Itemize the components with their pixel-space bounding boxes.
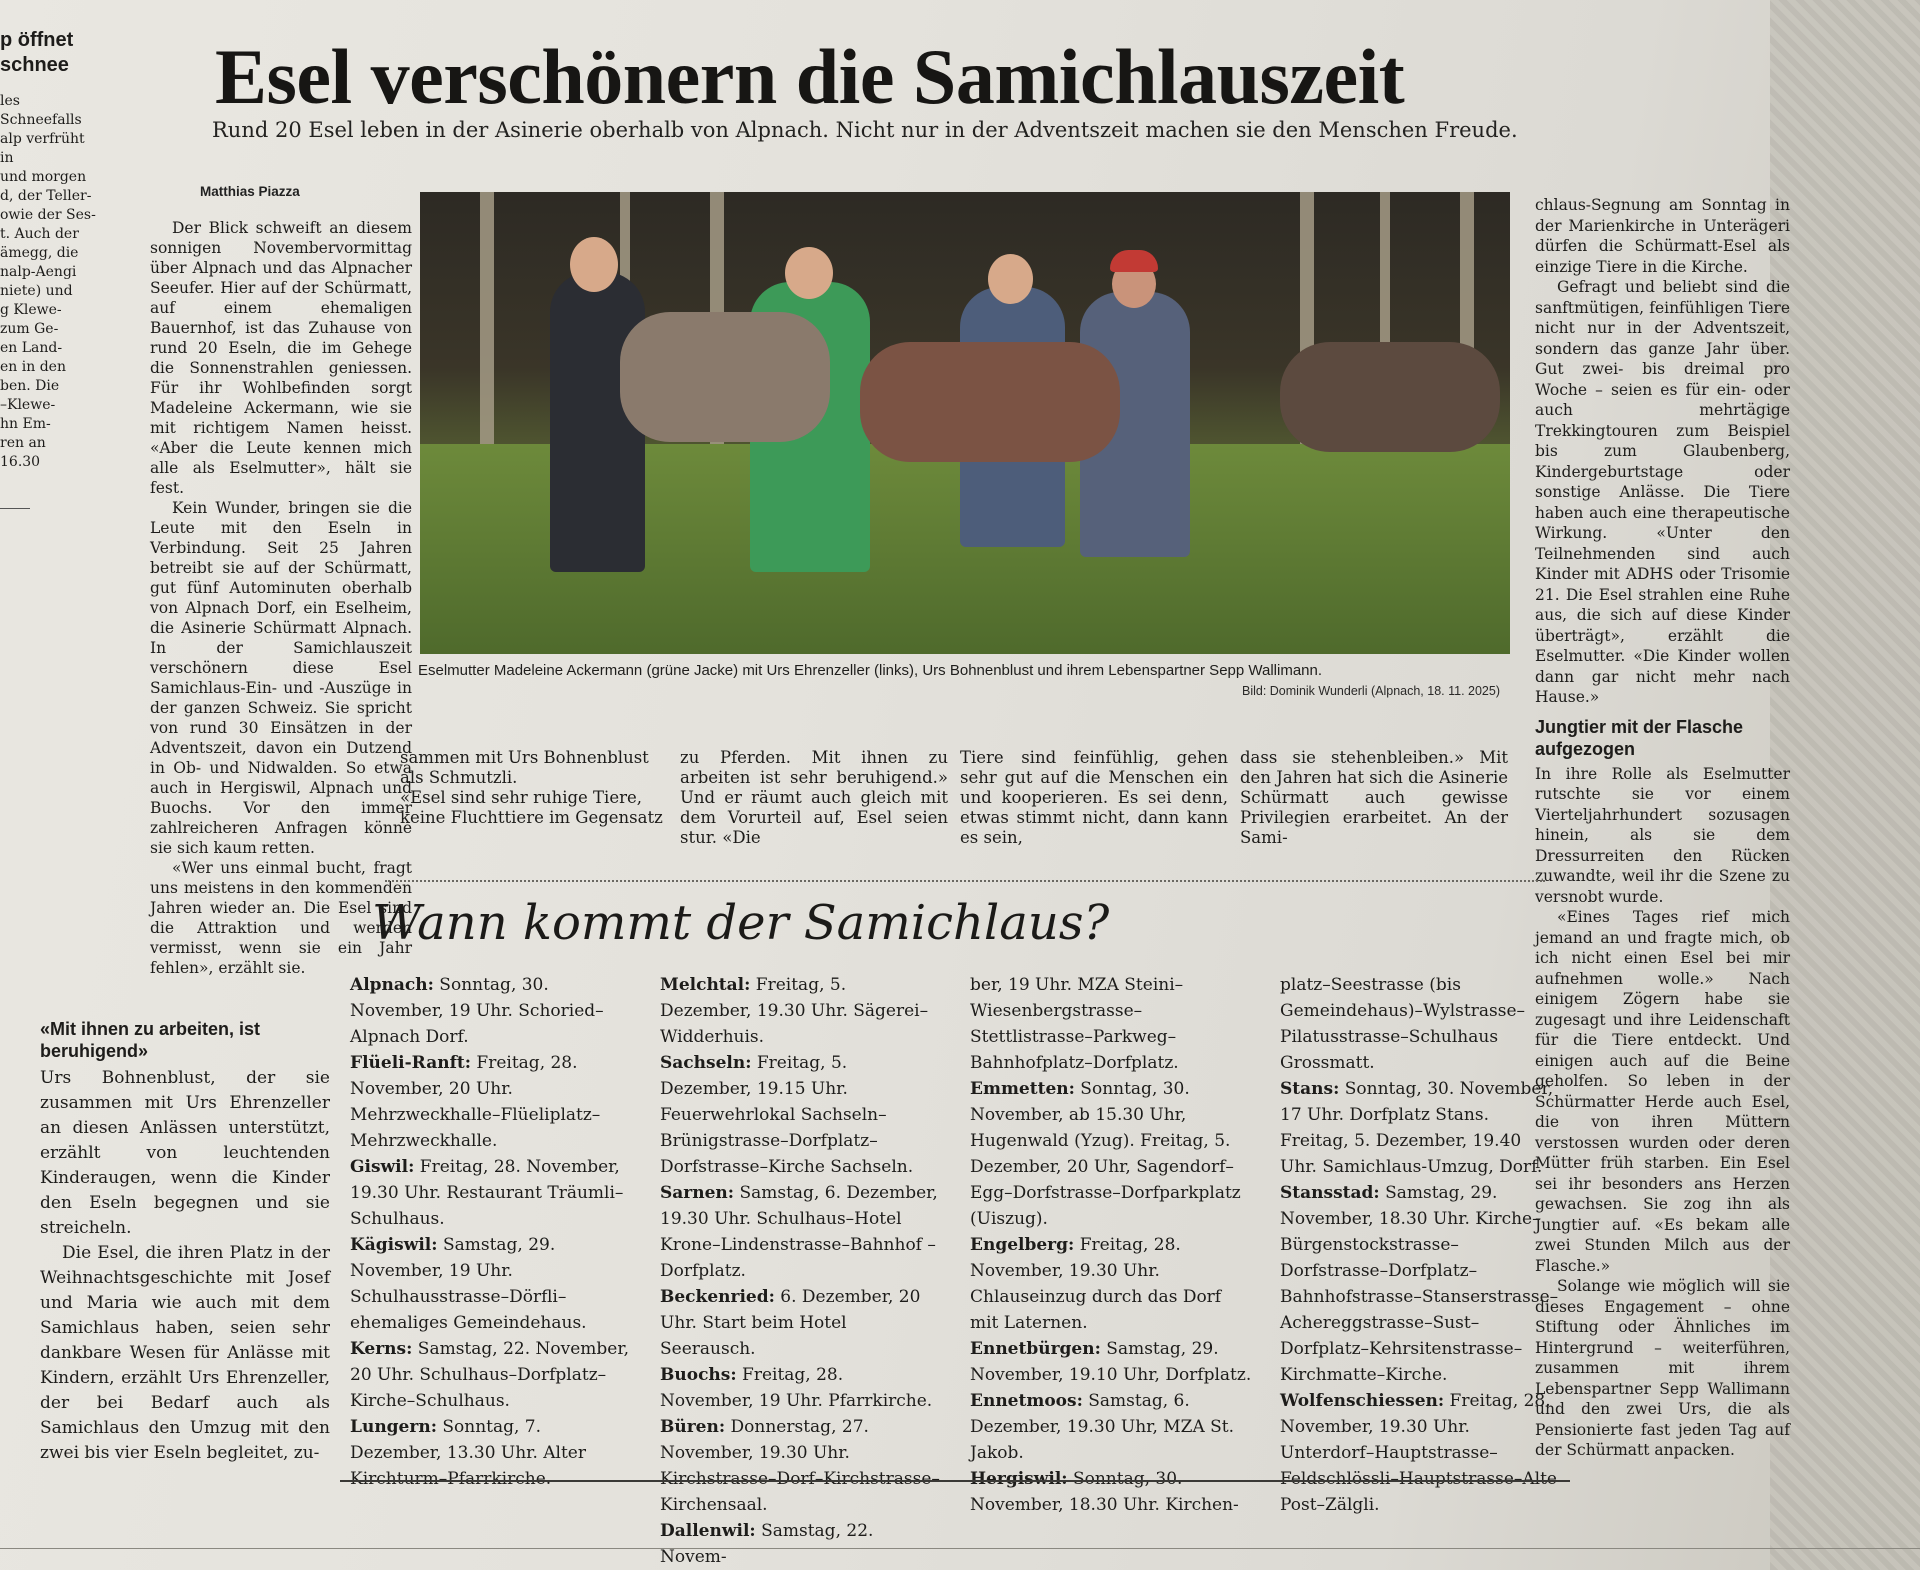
donkey-dark <box>1280 342 1500 452</box>
person-head <box>988 254 1033 304</box>
schedule-entry <box>660 1518 942 1570</box>
article-column-right <box>1535 195 1790 1461</box>
text-line: t. Auch der <box>0 226 79 242</box>
subheading: Jungtier mit der Flasche aufgezogen <box>1535 716 1744 759</box>
bottom-rule <box>340 1480 1570 1482</box>
text-line: zum Ge- <box>0 321 59 337</box>
left-edge-kicker <box>0 28 100 78</box>
donkey-white-brown <box>620 312 830 442</box>
schedule-details: Freitag, 5. Dezember, 19.30 Uhr. Sägerei– Widderhuis. <box>660 975 929 1047</box>
text-line: –Klewe- <box>0 397 56 413</box>
text-line: owie der Ses- <box>0 207 96 223</box>
schedule-details: Samstag, 6. Dezember, 19.30 Uhr. Schulhaus–Hotel Krone–Lindenstrasse–Bahnhof –Dorfplatz. <box>660 1183 938 1281</box>
paragraph: sammen mit Urs Bohnenblust als Schmutzli. «Esel sind sehr ruhige Tiere, keine Fluchttiere im Gegensatz <box>400 748 663 827</box>
schedule-details: ber, 19 Uhr. MZA Steini–Wiesenbergstrasse–Stettlistrasse–Parkweg–Bahnhofplatz–Dorfplatz. <box>970 975 1184 1073</box>
schedule-column-3 <box>970 972 1252 1518</box>
donkey-brown <box>860 342 1120 462</box>
schedule-details: Sonntag, 30. November, 18.30 Uhr. Kirchen- <box>970 1469 1239 1515</box>
schedule-place: Ennetbürgen: <box>970 1339 1101 1359</box>
schedule-entry <box>660 1414 942 1518</box>
paragraph: Gefragt und beliebt sind die sanftmütigen, feinfühligen Tiere nicht nur in der Adventszeit, sondern das ganze Jahr über. Gut zwei- bis dreimal pro Woche – seien es für ein- oder auch mehrtägige Trekkingtouren zum Beispiel bis zum Glaubenberg, Kindergeburtstage oder sonstige Anlässe. Die Tiere haben auch eine therapeutische Wirkung. «Unter den Teilnehmenden sind auch Kinder mit ADHS oder Trisomie 21. Die Esel strahlen eine Ruhe aus, die sich auf diese Kinder überträgt», erzählt die Eselmutter. «Die Kinder wollen dann gar nicht mehr nach Hause.» <box>1535 278 1790 706</box>
schedule-entry <box>970 1388 1252 1466</box>
schedule-entry <box>660 972 942 1050</box>
schedule-place: Sarnen: <box>660 1183 735 1203</box>
schedule-place: Stansstad: <box>1280 1183 1380 1203</box>
schedule-details: Samstag, 29. November, 18.30 Uhr. Kirche–Bürgenstockstrasse–Dorfstrasse–Dorfplatz–Bahnhofstrasse–Stanserstrasse–Achereggstrasse–Sust–Dorfplatz–Kehrsitenstrasse–Kirchmatte–Kirche. <box>1280 1183 1559 1385</box>
text-line: g Klewe- <box>0 302 62 318</box>
schedule-place: Giswil: <box>350 1157 415 1177</box>
text-line: les Schneefalls <box>0 93 82 128</box>
schedule-place: Büren: <box>660 1417 726 1437</box>
schedule-place: Wolfenschiessen: <box>1280 1391 1445 1411</box>
text-line: en in den <box>0 359 66 375</box>
paragraph: chlaus-Segnung am Sonntag in der Marienkirche in Unterägeri dürfen die Schürmatt-Esel als einzige Tiere in die Kirche. <box>1535 196 1790 276</box>
schedule-entry <box>970 1076 1252 1232</box>
schedule-details: Freitag, 28. November, 19.30 Uhr. Chlauseinzug durch das Dorf mit Laternen. <box>970 1235 1222 1333</box>
schedule-place: Dallenwil: <box>660 1521 756 1541</box>
person-head <box>785 247 833 299</box>
article-column-5 <box>1240 748 1508 848</box>
schedule-place: Alpnach: <box>350 975 434 995</box>
schedule-place: Lungern: <box>350 1417 437 1437</box>
page-bottom-rule <box>0 1548 1920 1549</box>
schedule-place: Hergiswil: <box>970 1469 1068 1489</box>
paragraph: In ihre Rolle als Eselmutter rutschte sie vor einem Vierteljahrhundert sozusagen hinein, als sie dem Dressurreiten den Rücken zuwandte, weil ihr die Szene zu versnobt wurde. <box>1535 764 1790 906</box>
schedule-place: Flüeli-Ranft: <box>350 1053 472 1073</box>
schedule-details: Freitag, 28. November, 20 Uhr. Mehrzweckhalle–Flüeliplatz–Mehrzweckhalle. <box>350 1053 601 1151</box>
schedule-details: Samstag, 29. November, 19.10 Uhr, Dorfplatz. <box>970 1339 1252 1385</box>
headline: Esel verschönern die Samichlauszeit <box>215 33 1405 120</box>
schedule-place: Melchtal: <box>660 975 751 995</box>
kicker-line: p öffnet <box>0 29 74 51</box>
schedule-column-1 <box>350 972 632 1492</box>
schedule-entry <box>350 1232 632 1336</box>
schedule-entry <box>660 1362 942 1414</box>
paragraph: dass sie stehenbleiben.» Mit den Jahren hat sich die Asinerie Schürmatt auch gewisse Privilegien erarbeitet. An der Sami- <box>1240 748 1508 847</box>
kicker-line: schnee <box>0 54 69 76</box>
paragraph: Solange wie möglich will sie dieses Engagement – ohne Stiftung oder Ähnliches im Hintergrund – weiterführen, zusammen mit ihrem Lebenspartner Sepp Wallimann und den zwei Urs, die als Pensionierte fast jeden Tag auf der Schürmatt anpacken. <box>1535 1277 1790 1459</box>
article-column-1-lower <box>40 1010 330 1466</box>
text-line: en Land- <box>0 340 63 356</box>
lead-text: Rund 20 Esel leben in der Asinerie oberhalb von Alpnach. Nicht nur in der Adventszeit machen sie den Menschen Freude. <box>212 118 1518 142</box>
schedule-entry <box>660 1284 942 1362</box>
schedule-entry <box>350 1050 632 1154</box>
paragraph: Urs Bohnenblust, der sie zusammen mit Urs Ehrenzeller an diesen Anlässen unterstützt, erzählt von leuchtenden Kinderaugen, wenn die Kinder den Eseln begegnen und sie streicheln. <box>40 1068 330 1238</box>
schedule-details: Sonntag, 7. Dezember, 13.30 Uhr. Alter Kirchturm–Pfarrkirche. <box>350 1417 586 1489</box>
text-line: hn Em- <box>0 416 51 432</box>
schedule-entry <box>350 972 632 1050</box>
schedule-place: Engelberg: <box>970 1235 1075 1255</box>
article-column-3 <box>680 748 948 848</box>
schedule-column-4 <box>1280 972 1562 1518</box>
person-head <box>570 237 618 292</box>
schedule-place: Kägiswil: <box>350 1235 438 1255</box>
schedule-place: Sachseln: <box>660 1053 752 1073</box>
schedule-place: Ennetmoos: <box>970 1391 1083 1411</box>
schedule-details: Samstag, 29. November, 19 Uhr. Schulhausstrasse–Dörfli–ehemaliges Gemeindehaus. <box>350 1235 587 1333</box>
schedule-title: Wann kommt der Samichlaus? <box>372 895 1110 951</box>
box-divider <box>385 880 1545 882</box>
schedule-place: Kerns: <box>350 1339 413 1359</box>
schedule-details: Donnerstag, 27. November, 19.30 Uhr. Kirchstrasse–Dorf–Kirchstrasse–Kirchensaal. <box>660 1417 940 1515</box>
schedule-details: Freitag, 28. November, 19 Uhr. Pfarrkirche. <box>660 1365 933 1411</box>
text-line: 16.30 <box>0 454 41 470</box>
text-line: ben. Die <box>0 378 60 394</box>
left-edge-rule <box>0 508 30 509</box>
schedule-entry <box>1280 972 1562 1076</box>
schedule-details: Sonntag, 30. November, 17 Uhr. Dorfplatz Stans. Freitag, 5. Dezember, 19.40 Uhr. Samichlaus-Umzug, Dorf. <box>1280 1079 1554 1177</box>
schedule-details: Sonntag, 30. November, 19 Uhr. Schoried–Alpnach Dorf. <box>350 975 604 1047</box>
schedule-details: Freitag, 28. November, 19.30 Uhr. Unterdorf–Hauptstrasse–Feldschlössli–Hauptstrasse–Alte Post–Zälgli. <box>1280 1391 1557 1515</box>
text-line: ämegg, die <box>0 245 79 261</box>
text-line: d, der Teller- <box>0 188 92 204</box>
schedule-entry <box>350 1336 632 1414</box>
schedule-details: Samstag, 6. Dezember, 19.30 Uhr, MZA St. Jakob. <box>970 1391 1235 1463</box>
article-column-4 <box>960 748 1228 848</box>
paragraph: «Eines Tages rief mich jemand an und fragte mich, ob ich nicht einen Esel bei mir aufnehmen wolle.» Nach einigem Zögern habe sie zugesagt und ihre Leidenschaft für die Tiere entdeckt. Und einigen auch auf die Beine geholfen. So leben in der Schürmatter Herde auch Esel, die von ihren Müttern verstossen wurden oder deren Mütter früh starben. Ein Esel sei ihr besonders ans Herzen gewachsen. Sie zog ihn als Jungtier auf. «Es bekam alle zwei Stunden Milch aus der Flasche.» <box>1535 908 1790 1275</box>
background-cloth <box>1770 0 1920 1570</box>
byline: Matthias Piazza <box>200 184 300 199</box>
paragraph: Die Esel, die ihren Platz in der Weihnachtsgeschichte mit Josef und Maria wie auch mit dem Samichlaus haben, seien sehr dankbare Wesen für Anlässe mit Kindern, erzählt Urs Ehrenzeller, der bei Bedarf auch als Samichlaus den Umzug mit den zwei bis vier Eseln begleitet, zu- <box>40 1243 330 1463</box>
schedule-details: Freitag, 28. November, 19.30 Uhr. Restaurant Träumli–Schulhaus. <box>350 1157 624 1229</box>
schedule-entry <box>970 1466 1252 1518</box>
text-line: und morgen <box>0 169 87 185</box>
schedule-place: Stans: <box>1280 1079 1340 1099</box>
subheading: «Mit ihnen zu arbeiten, ist beruhigend» <box>40 1019 261 1061</box>
schedule-entry <box>1280 1076 1562 1180</box>
schedule-entry <box>1280 1388 1562 1518</box>
schedule-place: Buochs: <box>660 1365 737 1385</box>
article-column-2 <box>400 748 668 828</box>
red-cap <box>1110 250 1158 272</box>
schedule-entry <box>660 1180 942 1284</box>
left-edge-column <box>0 28 100 472</box>
photo-caption: Eselmutter Madeleine Ackermann (grüne Jacke) mit Urs Ehrenzeller (links), Urs Bohnenblust und ihrem Lebenspartner Sepp Wallimann. <box>418 662 1323 679</box>
text-line: niete) und <box>0 283 73 299</box>
schedule-entry <box>1280 1180 1562 1388</box>
schedule-place: Emmetten: <box>970 1079 1075 1099</box>
paragraph: «Wer uns einmal bucht, fragt uns meistens in den kommenden Jahren wieder an. Die Esel sind die Attraktion und werden vermisst, wenn sie ein Jahr fehlen», erzählt sie. <box>150 859 412 977</box>
photo-credit: Bild: Dominik Wunderli (Alpnach, 18. 11. 2025) <box>1241 684 1500 698</box>
text-line: alp verfrüht in <box>0 131 85 166</box>
schedule-entry <box>350 1154 632 1232</box>
schedule-entry <box>970 972 1252 1076</box>
text-line: ren an <box>0 435 46 451</box>
schedule-entry <box>970 1336 1252 1388</box>
paragraph: Tiere sind feinfühlig, gehen sehr gut auf die Menschen ein und kooperieren. Es sei denn, etwas stimmt nicht, dann kann es sein, <box>960 748 1228 847</box>
paragraph: zu Pferden. Mit ihnen zu arbeiten ist sehr beruhigend.» Und er räumt auch gleich mit dem Vorurteil auf, Esel seien stur. «Die <box>680 748 948 847</box>
donkey-photo <box>420 192 1510 654</box>
paragraph: Der Blick schweift an diesem sonnigen Novembervormittag über Alpnach und das Alpnacher Seeufer. Hier auf der Schürmatt, auf einem ehemaligen Bauernhof, ist das Zuhause von rund 20 Eseln, die im Gehege die Sonnenstrahlen geniessen. Für ihr Wohlbefinden sorgt Madeleine Ackermann, wie sie mit richtigem Namen heisst. «Aber die Leute kennen mich alle als Eselmutter», hält sie fest. <box>150 219 412 497</box>
schedule-entry <box>970 1232 1252 1336</box>
article-column-1 <box>150 218 412 978</box>
text-line: nalp-Aengi <box>0 264 77 280</box>
paragraph: Kein Wunder, bringen sie die Leute mit den Eseln in Verbindung. Seit 25 Jahren betreibt sie auf der Schürmatt, gut fünf Autominuten oberhalb von Alpnach Dorf, ein Eselheim, die Asinerie Schürmatt Alpnach. In der Samichlauszeit verschönern diese Esel Samichlaus-Ein- und -Auszüge in der ganzen Schweiz. Sie spricht von rund 30 Einsätzen in der Adventszeit, davon ein Dutzend in Ob- und Nidwalden. So etwa auch in Hergiswil, Alpnach und Buochs. Vor den immer zahlreicheren Anfragen könne sie sich kaum retten. <box>150 499 412 857</box>
schedule-details: Freitag, 5. Dezember, 19.15 Uhr. Feuerwehrlokal Sachseln–Brünigstrasse–Dorfplatz–Dorfstrasse–Kirche Sachseln. <box>660 1053 914 1177</box>
schedule-details: Samstag, 22. Novem- <box>660 1521 874 1567</box>
schedule-details: Samstag, 22. November, 20 Uhr. Schulhaus–Dorfplatz–Kirche–Schulhaus. <box>350 1339 630 1411</box>
schedule-details: 6. Dezember, 20 Uhr. Start beim Hotel Seerausch. <box>660 1287 921 1359</box>
schedule-details: Sonntag, 30. November, ab 15.30 Uhr, Hugenwald (Yzug). Freitag, 5. Dezember, 20 Uhr, Sagendorf–Egg–Dorfstrasse–Dorfparkplatz (Uiszug). <box>970 1079 1241 1229</box>
schedule-place: Beckenried: <box>660 1287 775 1307</box>
schedule-entry <box>660 1050 942 1180</box>
schedule-details: platz–Seestrasse (bis Gemeindehaus)–Wylstrasse–Pilatusstrasse–Schulhaus Grossmatt. <box>1280 975 1526 1073</box>
